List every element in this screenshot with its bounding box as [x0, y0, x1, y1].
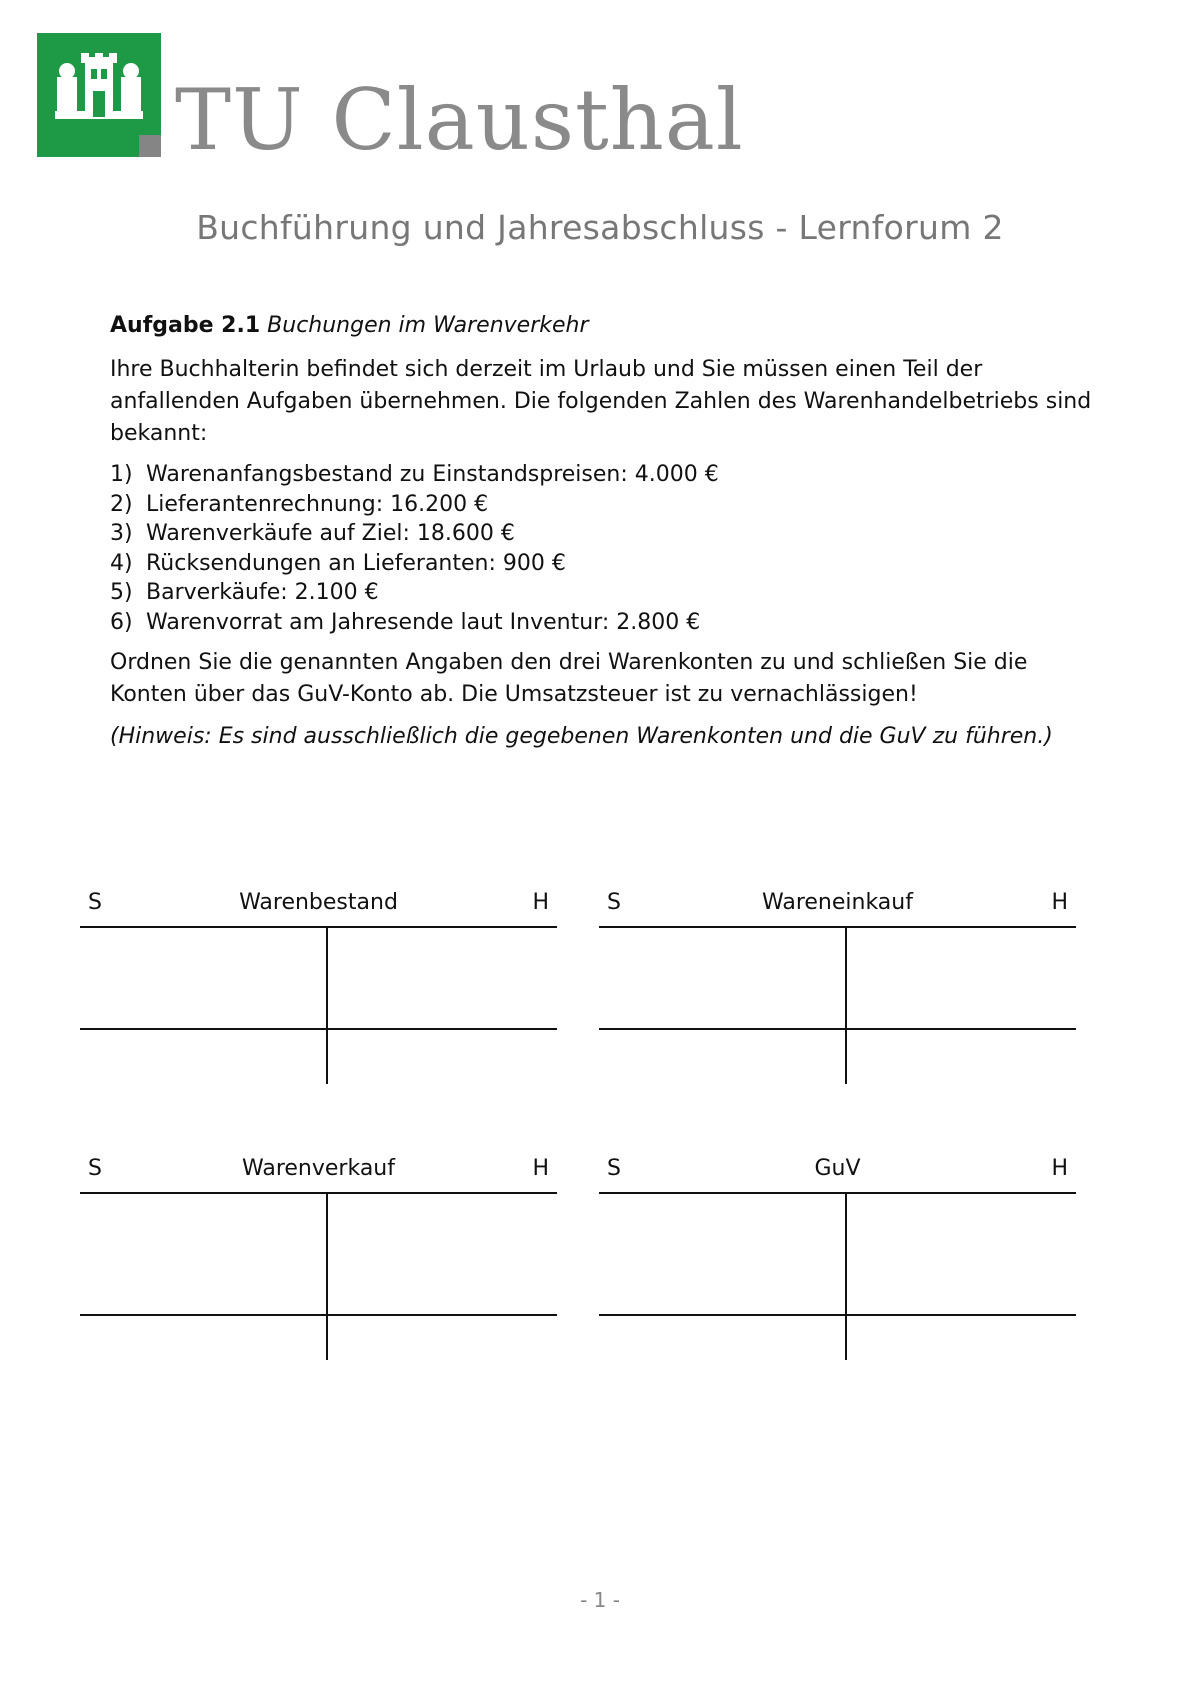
credit-label: H — [1051, 1156, 1068, 1181]
logo-square-accent — [139, 135, 161, 157]
account-divider — [845, 926, 847, 1084]
debit-label: S — [607, 1156, 621, 1181]
debit-label: S — [607, 890, 621, 915]
list-item: 2) Lieferantenrechnung: 16.200 € — [110, 491, 489, 517]
t-account-warenverkauf — [80, 1156, 557, 1378]
task-label: Aufgabe 2.1 — [110, 313, 261, 338]
account-total-line — [80, 1314, 557, 1316]
debit-label: S — [88, 1156, 102, 1181]
account-top-line — [80, 1192, 557, 1194]
credit-label: H — [532, 890, 549, 915]
task-instruction: Ordnen Sie die genannten Angaben den drei Warenkonten zu und schließen Sie die Konten über das GuV-Konto ab. Die Umsatzsteuer ist zu vernachlässigen! — [110, 650, 1028, 707]
t-account-wareneinkauf — [599, 890, 1076, 1112]
task-section — [110, 310, 1110, 763]
coat-of-arms-icon — [51, 47, 147, 127]
page-number: - 1 - — [580, 1588, 620, 1612]
t-account-guv — [599, 1156, 1076, 1378]
t-account-warenbestand — [80, 890, 557, 1112]
account-divider — [326, 1192, 328, 1360]
list-item: 5) Barverkäufe: 2.100 € — [110, 580, 379, 605]
account-total-line — [80, 1028, 557, 1030]
task-subtitle: Buchungen im Warenverkehr — [267, 313, 589, 338]
university-name: TU Clausthal — [175, 71, 744, 169]
account-name: Warenverkauf — [242, 1156, 395, 1181]
task-item-list — [110, 460, 1110, 637]
account-divider — [845, 1192, 847, 1360]
account-top-line — [80, 926, 557, 928]
credit-label: H — [532, 1156, 549, 1181]
list-item: 4) Rücksendungen an Lieferanten: 900 € — [110, 550, 566, 576]
account-divider — [326, 926, 328, 1084]
document-title: Buchführung und Jahresabschluss - Lernforum 2 — [196, 208, 1004, 247]
debit-label: S — [88, 890, 102, 915]
account-total-line — [599, 1314, 1076, 1316]
credit-label: H — [1051, 890, 1068, 915]
task-intro: Ihre Buchhalterin befindet sich derzeit im Urlaub und Sie müssen einen Teil der anfallenden Aufgaben übernehmen. Die folgenden Zahlen des Warenhandelbetriebs sind bekannt: — [110, 357, 1092, 446]
account-total-line — [599, 1028, 1076, 1030]
account-name: Warenbestand — [239, 890, 398, 915]
account-name: GuV — [814, 1156, 861, 1181]
task-heading — [110, 310, 1110, 342]
list-item: 6) Warenvorrat am Jahresende laut Inventur: 2.800 € — [110, 609, 701, 635]
account-name: Wareneinkauf — [762, 890, 913, 915]
task-hint: (Hinweis: Es sind ausschließlich die gegebenen Warenkonten und die GuV zu führen.) — [110, 724, 1053, 749]
account-top-line — [599, 1192, 1076, 1194]
account-top-line — [599, 926, 1076, 928]
list-item: 3) Warenverkäufe auf Ziel: 18.600 € — [110, 521, 515, 546]
list-item: 1) Warenanfangsbestand zu Einstandspreisen: 4.000 € — [110, 462, 719, 487]
